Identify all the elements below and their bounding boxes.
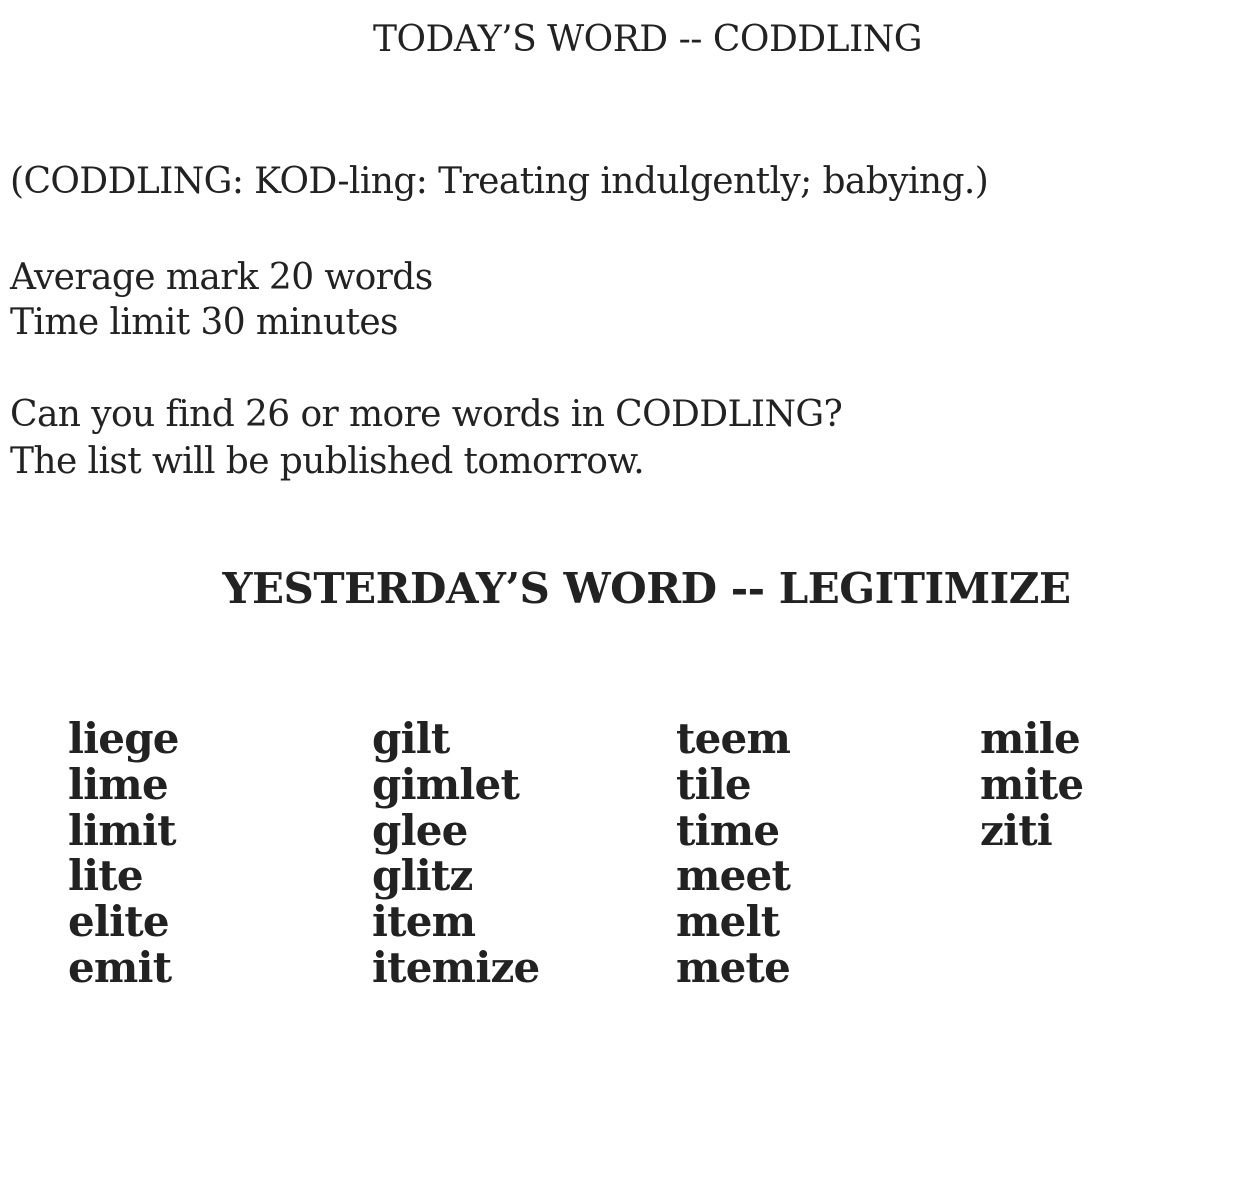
word-list-item: lite: [68, 851, 143, 901]
word-list-item: mete: [676, 942, 791, 992]
time-limit: Time limit 30 minutes: [10, 302, 398, 343]
word-list-item: teem: [676, 714, 791, 763]
word-list-item: melt: [676, 897, 780, 947]
word-list-item: item: [372, 897, 476, 947]
todays-word-title: TODAY’S WORD -- CODDLING: [372, 19, 923, 60]
word-list-column-2: [372, 716, 539, 991]
word-list-column-3: [676, 716, 790, 991]
word-list-item: ziti: [980, 805, 1052, 855]
word-list-item: glee: [372, 805, 468, 855]
word-list-column-1: [68, 716, 179, 991]
word-list-item: lime: [68, 759, 168, 809]
yesterdays-word-title: YESTERDAY’S WORD -- LEGITIMIZE: [222, 564, 1071, 613]
word-list-item: tile: [676, 759, 751, 809]
word-list-item: liege: [68, 714, 179, 763]
word-definition: (CODDLING: KOD-ling: Treating indulgently; babying.): [10, 161, 989, 202]
word-list-item: limit: [68, 805, 176, 855]
word-list-item: glitz: [372, 851, 473, 901]
word-list-item: elite: [68, 897, 169, 947]
average-mark: Average mark 20 words: [10, 257, 433, 298]
challenge-question: Can you find 26 or more words in CODDLING?: [10, 394, 843, 435]
word-list-item: meet: [676, 851, 791, 901]
word-list-item: mile: [980, 714, 1080, 763]
publish-note: The list will be published tomorrow.: [10, 441, 645, 482]
word-list-column-4: [980, 716, 1083, 853]
word-list-item: time: [676, 805, 780, 855]
word-list-item: itemize: [372, 942, 540, 992]
word-list-item: mite: [980, 759, 1084, 809]
word-list-item: gilt: [372, 714, 450, 763]
word-list-item: emit: [68, 942, 172, 992]
word-list-item: gimlet: [372, 759, 520, 809]
